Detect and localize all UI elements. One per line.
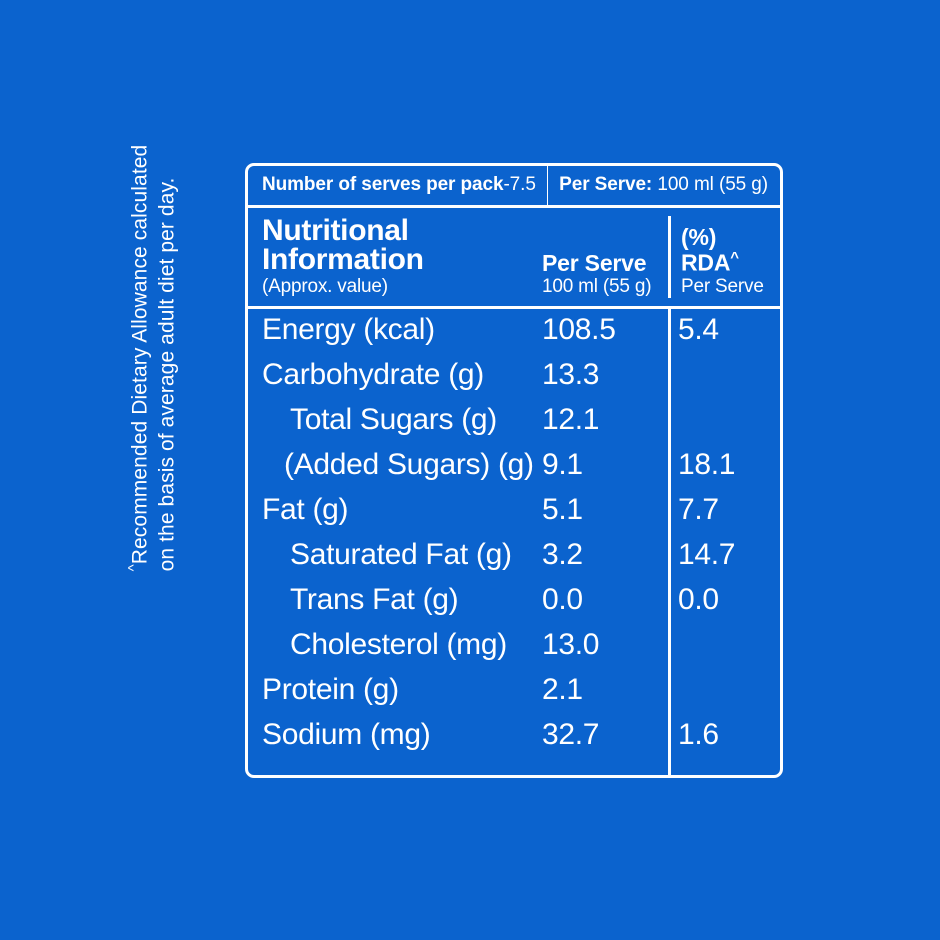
header-title-line2: Information [262, 243, 424, 277]
nutrient-name: Fat (g) [262, 493, 349, 527]
header-approx-note: (Approx. value) [262, 276, 388, 298]
header-rda-subtitle: Per Serve [681, 276, 764, 298]
nutrient-name: Trans Fat (g) [290, 583, 459, 617]
per-serve-label: Per Serve: [559, 174, 653, 195]
serves-per-pack-label: Number of serves per pack [262, 174, 504, 195]
header-title-line1: Nutritional [262, 213, 409, 247]
nutrient-per-serve: 2.1 [542, 673, 583, 707]
table-row [248, 405, 780, 450]
nutrient-per-serve: 3.2 [542, 538, 583, 572]
serves-per-pack [262, 175, 536, 196]
nutrient-name: (Added Sugars) (g) [284, 448, 534, 482]
header-title-block [248, 213, 538, 298]
table-row [248, 450, 780, 495]
rda-footnote-marker: ^ [125, 564, 143, 572]
table-row [248, 495, 780, 540]
nutrient-per-serve: 13.3 [542, 358, 600, 392]
nutrient-name: Saturated Fat (g) [290, 538, 512, 572]
nutrient-name: Protein (g) [262, 673, 399, 707]
nutrient-per-serve: 108.5 [542, 313, 616, 347]
nutrient-rda: 1.6 [678, 718, 719, 752]
nutrient-name: Carbohydrate (g) [262, 358, 484, 392]
nutrient-rda: 14.7 [678, 538, 736, 572]
table-row [248, 720, 780, 765]
column-divider [668, 309, 671, 775]
header-per-serve-column [538, 251, 668, 298]
table-row [248, 360, 780, 405]
nutrient-per-serve: 0.0 [542, 583, 583, 617]
nutrient-per-serve: 13.0 [542, 628, 600, 662]
header-per-serve-title: Per Serve [542, 249, 647, 276]
table-body [248, 309, 780, 775]
rda-footnote-text: Recommended Dietary Allowance calculated on the basis of average adult diet per day. [128, 144, 179, 572]
table-row [248, 630, 780, 675]
nutrient-rda: 7.7 [678, 493, 719, 527]
nutrient-per-serve: 5.1 [542, 493, 583, 527]
table-header-row [248, 208, 780, 309]
rda-footnote [125, 141, 182, 571]
header-rda-title [681, 225, 780, 276]
nutrient-name: Sodium (mg) [262, 718, 431, 752]
serves-row [248, 166, 780, 208]
table-row [248, 675, 780, 720]
nutrient-rda: 18.1 [678, 448, 736, 482]
nutrient-name: Total Sugars (g) [290, 403, 497, 437]
header-rda-marker: ^ [730, 249, 739, 267]
per-serve-info [559, 175, 768, 196]
nutrient-per-serve: 9.1 [542, 448, 583, 482]
table-row [248, 540, 780, 585]
serves-per-pack-value: -7.5 [503, 174, 536, 195]
nutrient-rda: 5.4 [678, 313, 719, 347]
header-rda-column [668, 216, 780, 298]
header-rda-text: (%) RDA [681, 224, 731, 276]
nutrient-name: Cholesterol (mg) [290, 628, 507, 662]
header-per-serve-subtitle: 100 ml (55 g) [542, 276, 652, 298]
nutrient-per-serve: 32.7 [542, 718, 600, 752]
table-row [248, 315, 780, 360]
nutrition-panel [245, 163, 783, 778]
nutrient-per-serve: 12.1 [542, 403, 600, 437]
table-row [248, 585, 780, 630]
per-serve-value: 100 ml (55 g) [657, 174, 768, 195]
serves-divider [547, 166, 548, 205]
nutrient-name: Energy (kcal) [262, 313, 435, 347]
nutrient-rda: 0.0 [678, 583, 719, 617]
